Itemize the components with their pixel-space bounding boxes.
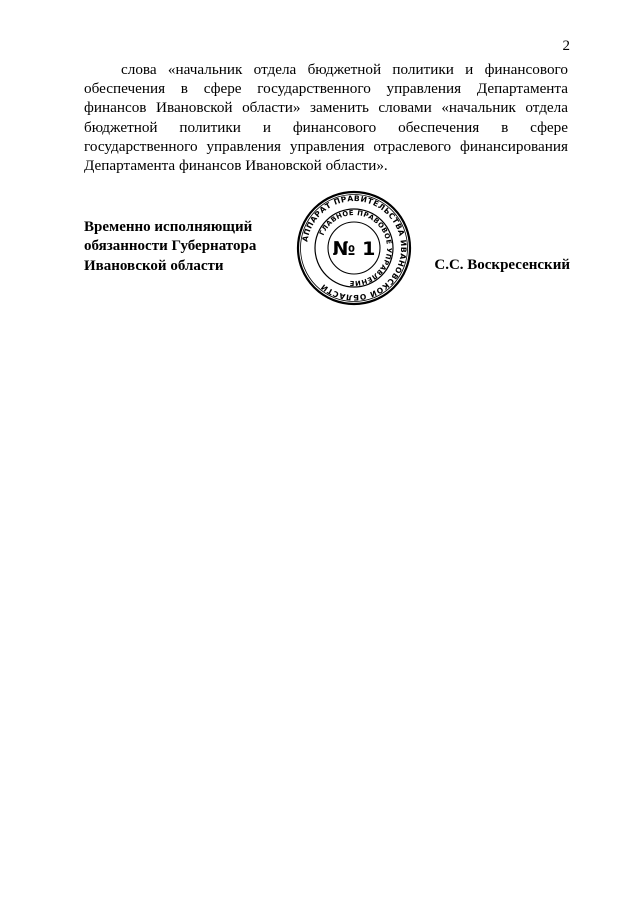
seal-inner-text: ГЛАВНОЕ ПРАВОВОЕ УПРАВЛЕНИЕ — [317, 208, 394, 288]
seal-outer-text: АППАРАТ ПРАВИТЕЛЬСТВА ИВАНОВСКОЙ ОБЛАСТИ — [300, 193, 409, 303]
page-number: 2 — [562, 38, 570, 54]
signatory-position — [84, 218, 256, 276]
signer-name: С.С. Воскресенский — [434, 257, 570, 273]
signatory-position-line: обязанности Губернатора — [84, 238, 257, 255]
signatory-position-line: Временно исполняющий — [84, 219, 253, 235]
body-paragraph-text: слова «начальник отдела бюджетной политики и финансового обеспечения в сфере государственного управления Департамента финансов Ивановской области» заменить словами «начальник отдела бюджетной политики и финансового обеспечения в сфере государственного управления управления отраслевого финансирования Департамента финансов Ивановской области». — [84, 61, 568, 175]
seal-number: № 1 — [332, 238, 376, 260]
body-paragraph — [84, 60, 568, 175]
signatory-position-line: Ивановской области — [84, 257, 224, 274]
official-seal — [296, 190, 412, 306]
